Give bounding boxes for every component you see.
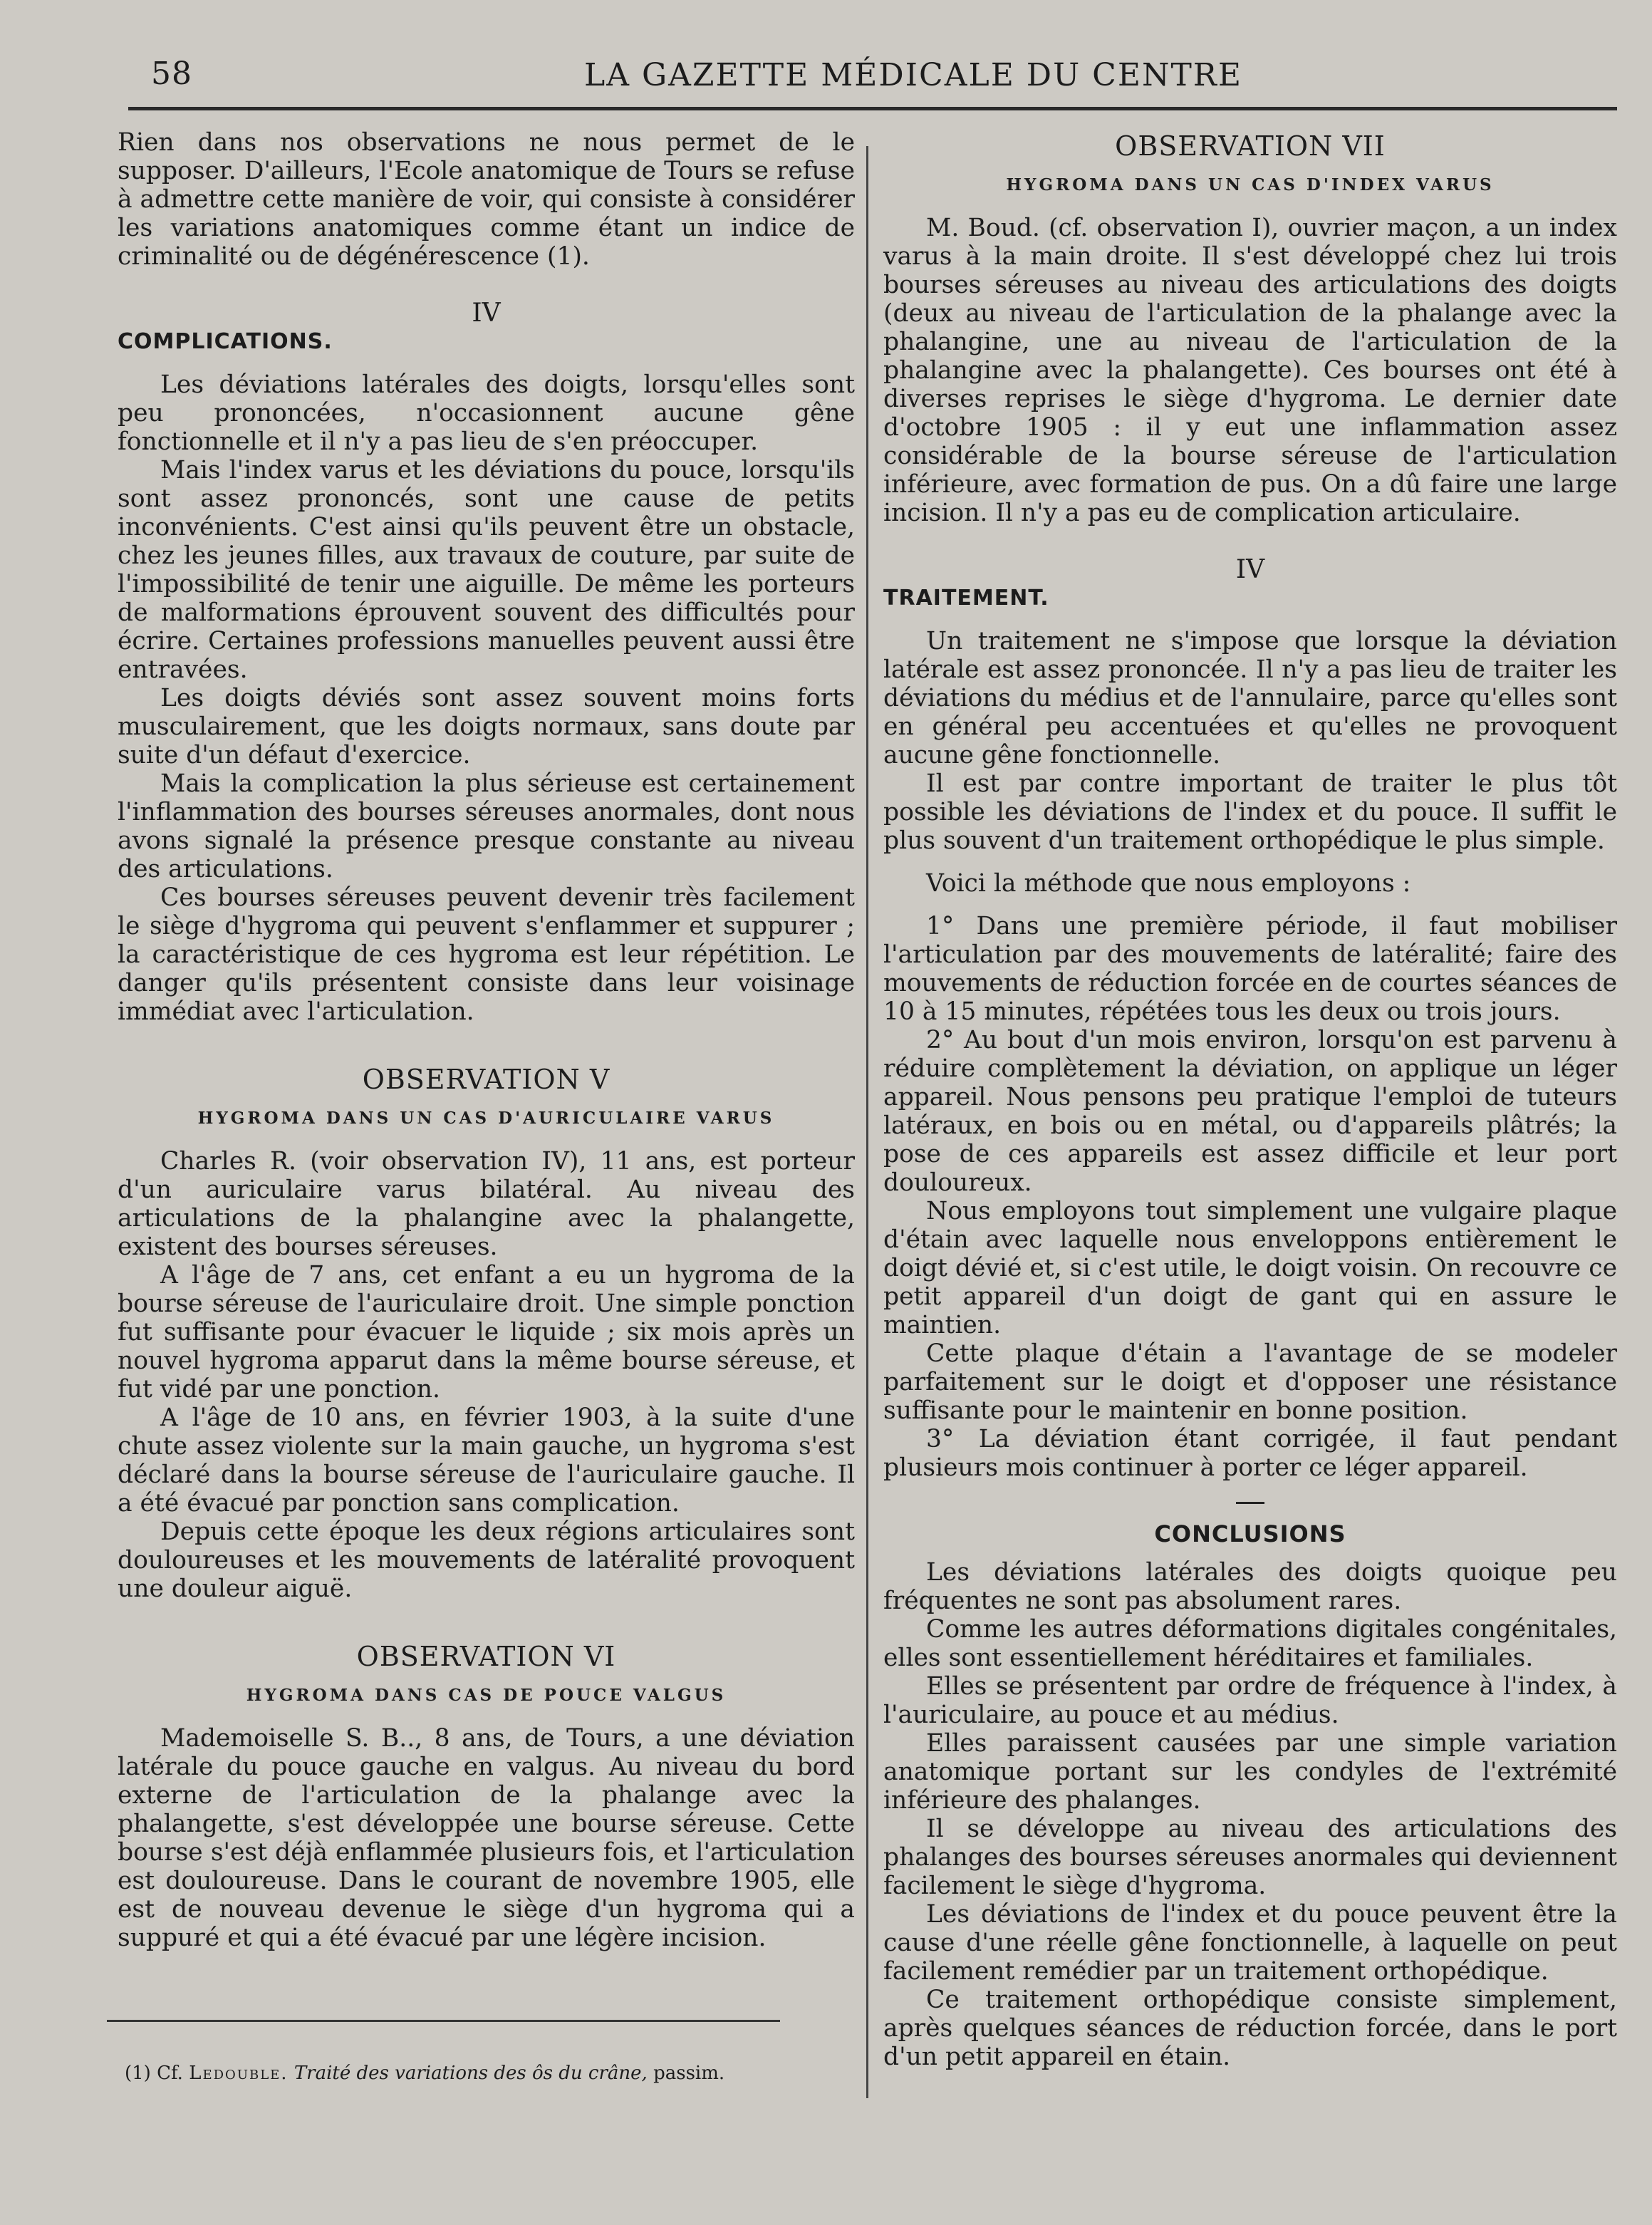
observation-v-subtitle: HYGROMA DANS UN CAS D'AURICULAIRE VARUS [197,1109,775,1128]
conclusion-paragraph: Comme les autres déformations digitales congénitales, elles sont essentiellement héréditaires et familiales. [883,1615,1617,1672]
conclusion-paragraph: Il se développe au niveau des articulations des phalanges des bourses séreuses anormales qui deviennent facilement le siège d'hygroma. [883,1815,1617,1900]
section-heading-traitement: TRAITEMENT. [883,586,1049,611]
header-rule [128,107,1617,110]
observation-vi-subtitle: HYGROMA DANS CAS DE POUCE VALGUS [246,1686,727,1705]
method-step: 3° La déviation étant corrigée, il faut pendant plusieurs mois continuer à porter ce léger appareil. [883,1425,1617,1482]
method-step: Nous employons tout simplement une vulgaire plaque d'étain avec laquelle nous enveloppons entièrement le doigt dévié et, si c'est utile, le doigt voisin. On recouvre ce petit appareil d'un doigt de gant qui en assure le maintien. [883,1197,1617,1339]
conclusion-paragraph: Les déviations de l'index et du pouce peuvent être la cause d'une réelle gêne fonctionnelle, à laquelle on peut facilement remédier par un traitement orthopédique. [883,1900,1617,1986]
left-column [118,128,855,1952]
observation-vii-title: OBSERVATION VII [1115,130,1386,162]
column-divider [866,146,868,2098]
conclusion-paragraph: Les déviations latérales des doigts quoique peu fréquentes ne sont pas absolument rares. [883,1558,1617,1615]
complications-paragraph: Mais la complication la plus sérieuse est certainement l'inflammation des bourses séreuses anormales, dont nous avons signalé la présence presque constante au niveau des articulations. [118,769,855,883]
complications-paragraph: Mais l'index varus et les déviations du pouce, lorsqu'ils sont assez prononcés, sont une cause de petits inconvénients. C'est ainsi qu'ils peuvent être un obstacle, chez les jeunes filles, aux travaux de couture, par suite de l'impossibilité de tenir une aiguille. De même les porteurs de malformations éprouvent souvent des difficultés pour écrire. Certaines professions manuelles peuvent aussi être entravées. [118,456,855,684]
observation-v-paragraph: A l'âge de 10 ans, en février 1903, à la suite d'une chute assez violente sur la main gauche, un hygroma s'est déclaré dans la bourse séreuse de l'auriculaire gauche. Il a été évacué par ponction sans complication. [118,1404,855,1518]
footnote-work: Traité des variations des ôs du crâne, [293,2063,648,2084]
conclusions-heading: CONCLUSIONS [1154,1520,1346,1547]
method-step: 2° Au bout d'un mois environ, lorsqu'on est parvenu à réduire complètement la déviation, on applique un léger appareil. Nous pensons peu pratique l'emploi de tuteurs latéraux, en bois ou en métal, ou d'appareils plâtrés; la pose de ces appareils est assez difficile et leur port douloureux. [883,1026,1617,1197]
journal-title: LA GAZETTE MÉDICALE DU CENTRE [584,57,1243,93]
footnote-marker: (1) Cf. [125,2063,183,2084]
conclusion-paragraph: Ce traitement orthopédique consiste simplement, après quelques séances de réduction forcée, dans le port d'un petit appareil en étain. [883,1986,1617,2071]
intro-paragraph: Rien dans nos observations ne nous permet de le supposer. D'ailleurs, l'Ecole anatomique de Tours se refuse à admettre cette manière de voir, qui consiste à considérer les variations anatomiques comme étant un indice de criminalité ou de dégénérescence (1). [118,128,855,271]
complications-paragraph: Ces bourses séreuses peuvent devenir très facilement le siège d'hygroma qui peuvent s'enflammer et suppurer ; la caractéristique de ces hygroma est leur répétition. Le danger qu'ils présentent consiste dans leur voisinage immédiat avec l'articulation. [118,883,855,1026]
observation-vi-title: OBSERVATION VI [356,1641,616,1672]
footnote-rule [107,2020,780,2022]
section-numeral: IV [1235,555,1265,584]
traitement-paragraph: Il est par contre important de traiter le plus tôt possible les déviations de l'index et du pouce. Il suffit le plus souvent d'un traitement orthopédique le plus simple. [883,769,1617,855]
footnote-author: Ledouble. [189,2063,289,2084]
complications-paragraph: Les déviations latérales des doigts, lorsqu'elles sont peu prononcées, n'occasionnent aucune gêne fonctionnelle et il n'y a pas lieu de s'en préoccuper. [118,370,855,456]
footnote [125,2059,858,2087]
footnote-suffix: passim. [653,2063,725,2084]
complications-paragraph: Les doigts déviés sont assez souvent moins forts musculairement, que les doigts normaux, sans doute par suite d'un défaut d'exercice. [118,684,855,769]
method-intro: Voici la méthode que nous employons : [926,869,1411,898]
section-separator [1236,1502,1264,1504]
method-step: 1° Dans une première période, il faut mobiliser l'articulation par des mouvements de latéralité; faire des mouvements de réduction forcée en de courtes séances de 10 à 15 minutes, répétées tous les deux ou trois jours. [883,912,1617,1026]
section-heading-complications: COMPLICATIONS. [118,329,333,354]
observation-v-paragraph: Charles R. (voir observation IV), 11 ans, est porteur d'un auriculaire varus bilatéral. Au niveau des articulations de la phalangine avec la phalangette, existent des bourses séreuses. [118,1147,855,1261]
conclusion-paragraph: Elles paraissent causées par une simple variation anatomique portant sur les condyles de l'extrémité inférieure des phalanges. [883,1729,1617,1815]
observation-vii-paragraph: M. Boud. (cf. observation I), ouvrier maçon, a un index varus à la main droite. Il s'est développé chez lui trois bourses séreuses au niveau des articulations des doigts (deux au niveau de l'articulation de la phalange avec la phalangine, une au niveau de l'articulation de la phalangine avec la phalangette). Ces bourses ont été à diverses reprises le siège d'hygroma. Le dernier date d'octobre 1905 : il y eut une inflammation assez considérable de la bourse séreuse de l'articulation inférieure, avec formation de pus. On a dû faire une large incision. Il n'y a pas eu de complication articulaire. [883,214,1617,527]
page-number: 58 [151,56,192,92]
page-header [128,50,1624,100]
conclusion-paragraph: Elles se présentent par ordre de fréquence à l'index, à l'auriculaire, au pouce et au médius. [883,1672,1617,1729]
observation-vi-paragraph: Mademoiselle S. B.., 8 ans, de Tours, a une déviation latérale du pouce gauche en valgus. Au niveau du bord externe de l'articulation de la phalange avec la phalangette, s'est développée une bourse séreuse. Cette bourse s'est déjà enflammée plusieurs fois, et l'articulation est douloureuse. Dans le courant de novembre 1905, elle est de nouveau devenue le siège d'un hygroma qui a suppuré et qui a été évacué par une légère incision. [118,1724,855,1952]
section-numeral: IV [472,299,501,328]
observation-v-paragraph: A l'âge de 7 ans, cet enfant a eu un hygroma de la bourse séreuse de l'auriculaire droit. Une simple ponction fut suffisante pour évacuer le liquide ; six mois après un nouvel hygroma apparut dans la même bourse séreuse, et fut vidé par une ponction. [118,1261,855,1404]
observation-vii-subtitle: HYGROMA DANS UN CAS D'INDEX VARUS [1006,175,1495,195]
method-step: Cette plaque d'étain a l'avantage de se modeler parfaitement sur le doigt et d'opposer une résistance suffisante pour le maintenir en bonne position. [883,1339,1617,1425]
spacer [883,855,1617,869]
observation-v-title: OBSERVATION V [362,1064,611,1095]
observation-v-paragraph: Depuis cette époque les deux régions articulaires sont douloureuses et les mouvements de latéralité provoquent une douleur aiguë. [118,1518,855,1603]
traitement-paragraph: Un traitement ne s'impose que lorsque la déviation latérale est assez prononcée. Il n'y a pas lieu de traiter les déviations du médius et de l'annulaire, parce qu'elles sont en général peu accentuées et qu'elles ne provoquent aucune gêne fonctionnelle. [883,627,1617,769]
right-column [883,128,1617,2071]
spacer [883,898,1617,912]
